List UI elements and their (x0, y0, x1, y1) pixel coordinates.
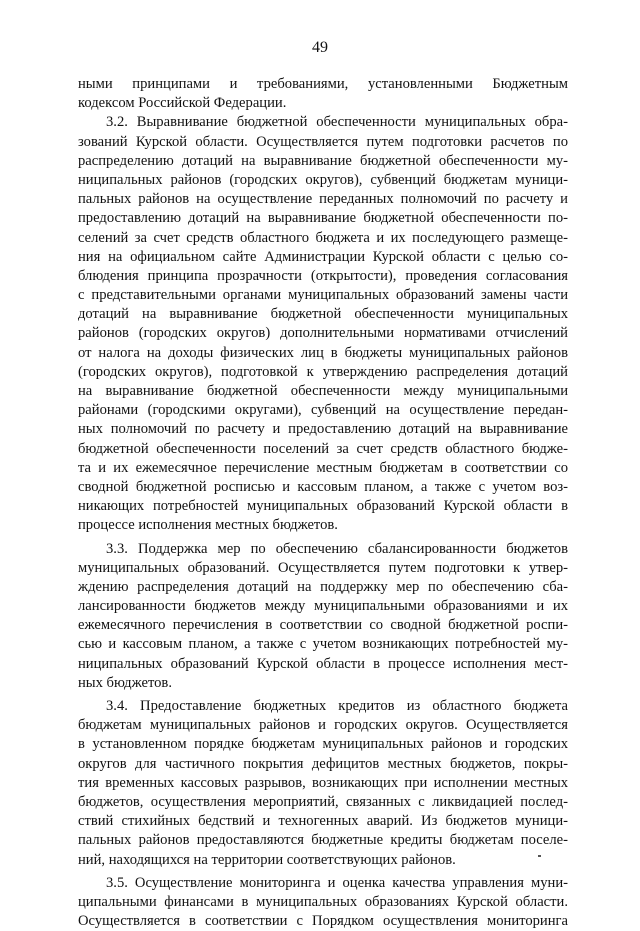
text-line: 3.4. Предоставление бюджетных кредитов из областного бюджета (106, 698, 568, 714)
text-line: зований Курской области. Осуществляется путем подготовки расчетов по (78, 133, 568, 150)
text-line: 3.3. Поддержка мер по обеспечению сбалансированности бюджетов (106, 540, 568, 557)
scan-speck (538, 855, 541, 857)
text-line: ждению распределения дотаций на поддержку мер по обеспечению сба- (78, 578, 568, 595)
text-line: сводной бюджетной росписью и кассовым планом, а также с учетом воз- (78, 478, 568, 495)
text-line: лансированности бюджетов между муниципальными образованиями и их (78, 598, 568, 615)
text-line: округов для частичного покрытия дефицитов местных бюджетов, покры- (78, 755, 568, 772)
text-line: бюджетов, осуществления мероприятий, связанных с ликвидацией послед- (78, 793, 568, 810)
text-line: в установленном порядке бюджетам муниципальных районов и городских (78, 736, 568, 753)
text-line: тия временных кассовых разрывов, возникающих при исполнении местных (78, 774, 568, 791)
text-line: ний, находящихся на территории соответствующих районов. (78, 851, 456, 868)
text-line: селений за счет средств областного бюджета и их последующего размеще- (78, 229, 568, 246)
text-line: ниципальных образований Курской области в процессе исполнения мест- (78, 655, 568, 672)
text-line: ния на официальном сайте Администрации Курской области с целью со- (78, 248, 568, 265)
text-line: ниципальных районов (городских округов), субвенций бюджетам муници- (78, 171, 568, 188)
text-line: бюджетам муниципальных районов и городских округов. Осуществляется (78, 717, 568, 734)
text-line: 3.5. Осуществление мониторинга и оценка качества управления муни- (106, 874, 568, 891)
text-line: с представительными органами муниципальных образований замены части (78, 287, 568, 304)
text-line: никающих потребностей муниципальных образований Курской области в (78, 498, 568, 515)
text-line: ными принципами и требованиями, установленными Бюджетным (78, 76, 568, 92)
text-line: бюджетной обеспеченности поселений за счет средств областного бюдже- (78, 440, 568, 457)
page-number: 49 (312, 39, 328, 56)
text-line: та и их ежемесячное перечисление местным бюджетам в соответствии со (78, 459, 568, 476)
text-line: предоставлению дотаций на выравнивание бюджетной обеспеченности по- (78, 210, 568, 227)
text-line: ципальными финансами в муниципальных образованиях Курской области. (78, 893, 568, 910)
text-line: процессе исполнения местных бюджетов. (78, 517, 338, 534)
text-line: ных бюджетов. (78, 674, 172, 691)
text-line: 3.2. Выравнивание бюджетной обеспеченности муниципальных обра- (106, 114, 568, 131)
text-line: районов (городских округов) дополнительными нормативами отчислений (78, 325, 568, 342)
text-line: ных полномочий по расчету и предоставлению дотаций на выравнивание (78, 421, 568, 438)
text-line: Осуществляется в соответствии с Порядком осуществления мониторинга (78, 913, 568, 930)
text-line: распределению дотаций на выравнивание бюджетной обеспеченности му- (78, 152, 568, 169)
text-line: на выравнивание бюджетной обеспеченности между муниципальными (78, 383, 568, 399)
text-line: дотаций на выравнивание бюджетной обеспеченности муниципальных (78, 306, 568, 323)
text-line: пальных районов на осуществление переданных полномочий по расчету и (78, 191, 568, 208)
text-line: от налога на доходы физических лиц в бюджеты муниципальных районов (78, 344, 568, 361)
text-line: кодексом Российской Федерации. (78, 95, 287, 112)
text-line: ствий стихийных бедствий и техногенных аварий. Из бюджетов муници- (78, 813, 568, 830)
text-line: ежемесячного перечисления в соответствии со сводной бюджетной роспи- (78, 617, 568, 634)
text-line: (городских округов), подготовкой к утверждению распределения дотаций (78, 363, 568, 380)
text-line: пальных районов предоставляются бюджетные кредиты бюджетам поселе- (78, 832, 568, 849)
text-line: муниципальных образований. Осуществляется путем подготовки к утвер- (78, 559, 568, 576)
text-line: сью и кассовым планом, а также с учетом возникающих потребностей му- (78, 636, 568, 653)
document-body (78, 75, 568, 931)
text-line: районами (городскими округами), субвенций на осуществление передан- (78, 402, 568, 419)
text-line: блюдения принципа прозрачности (открытости), проведения согласования (78, 267, 568, 284)
